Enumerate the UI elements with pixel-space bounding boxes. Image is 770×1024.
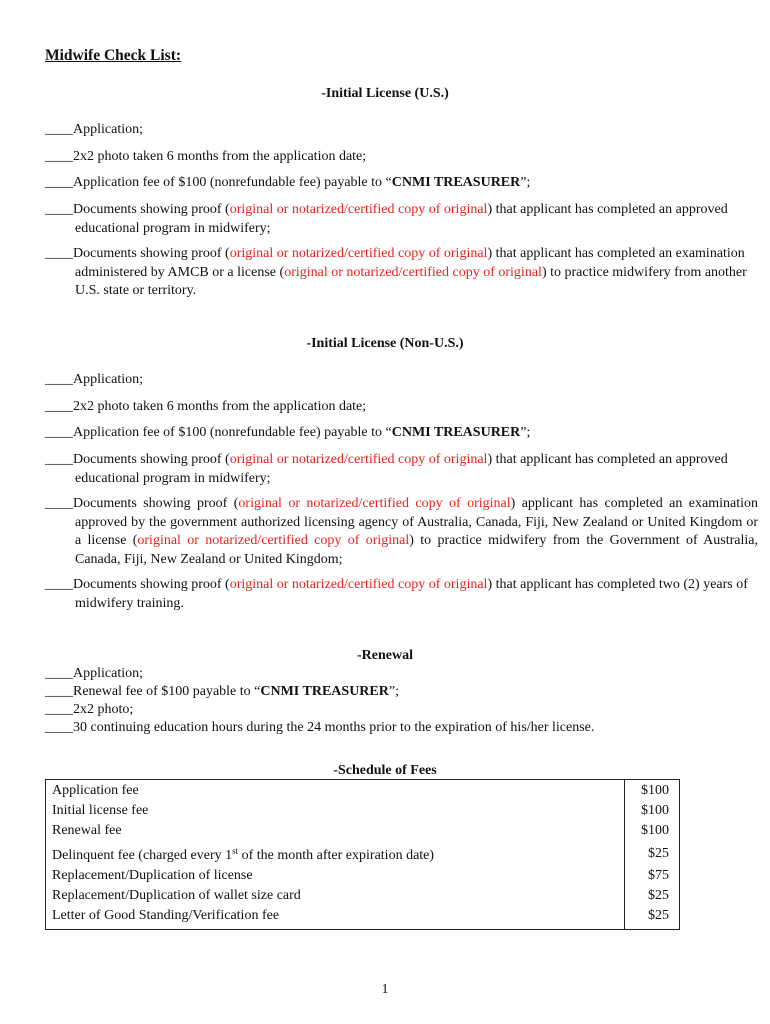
table-row [46, 866, 680, 886]
checklist-item-us-examination: ____Documents showing proof (original or notarized/certified copy of original) that applicant has completed an examination administered by AMCB or a license (original or notarized/certified copy of original) to practice midwifery from another U.S. state or territory. [45, 246, 747, 298]
fee-amount: $100 [625, 801, 680, 821]
checklist-item-renewal-application: ____Application; [45, 666, 143, 681]
fee-amount: $25 [625, 886, 680, 906]
table-row [46, 821, 680, 841]
fee-amount: $25 [625, 841, 680, 866]
fee-label: Replacement/Duplication of license [46, 866, 625, 886]
checklist-item-us-photo: ____2x2 photo taken 6 months from the application date; [45, 149, 367, 164]
fee-schedule-table [45, 779, 680, 930]
fee-amount: $25 [625, 906, 680, 930]
checklist-item-renewal-photo: ____2x2 photo; [45, 702, 134, 717]
checklist-item-us-education: ____Documents showing proof (original or notarized/certified copy of original) that applicant has completed an approved educational program in midwifery; [45, 202, 728, 236]
checklist-item-nonus-fee: ____Application fee of $100 (nonrefundable fee) payable to “CNMI TREASURER”; [45, 425, 531, 440]
checklist-item-renewal-fee: ____Renewal fee of $100 payable to “CNMI TREASURER”; [45, 684, 399, 699]
table-row [46, 801, 680, 821]
table-row [46, 841, 680, 866]
checklist-item-nonus-examination: ____Documents showing proof (original or notarized/certified copy of original) applicant has completed an examination approved by the government authorized licensing agency of Australia, Canada, Fiji, New Zealand or United Kingdom or a license (original or notarized/certified copy of original) to practice midwifery from the Government of Australia, Canada, Fiji, New Zealand or United Kingdom; [45, 496, 758, 567]
checklist-item-us-fee: ____Application fee of $100 (nonrefundable fee) payable to “CNMI TREASURER”; [45, 175, 531, 190]
checklist-item-renewal-education-hours: ____30 continuing education hours during the 24 months prior to the expiration of his/her license. [45, 720, 595, 735]
fee-label: Letter of Good Standing/Verification fee [46, 906, 625, 930]
blank-line: ____ [45, 122, 73, 137]
page-number: 1 [381, 982, 389, 997]
fee-amount: $100 [625, 821, 680, 841]
table-row [46, 906, 680, 930]
section-heading-renewal: -Renewal [357, 648, 413, 663]
section-heading-us: -Initial License (U.S.) [321, 86, 449, 101]
checklist-item-us-application: ____Application; [45, 122, 143, 137]
section-heading-fees: -Schedule of Fees [333, 763, 437, 778]
checklist-item-nonus-education: ____Documents showing proof (original or notarized/certified copy of original) that applicant has completed an approved educational program in midwifery; [45, 452, 728, 486]
table-row [46, 886, 680, 906]
fee-label: Renewal fee [46, 821, 625, 841]
checklist-item-nonus-application: ____Application; [45, 372, 143, 387]
checklist-item-nonus-training: ____Documents showing proof (original or notarized/certified copy of original) that applicant has completed two (2) years of midwifery training. [45, 577, 748, 611]
fee-amount: $100 [625, 780, 680, 802]
fee-label: Delinquent fee (charged every 1st of the month after expiration date) [46, 841, 625, 866]
section-heading-non-us: -Initial License (Non-U.S.) [306, 336, 464, 351]
fee-label: Replacement/Duplication of wallet size card [46, 886, 625, 906]
fee-amount: $75 [625, 866, 680, 886]
fee-label: Application fee [46, 780, 625, 802]
page-title: Midwife Check List: [45, 47, 182, 64]
fee-label: Initial license fee [46, 801, 625, 821]
table-row [46, 780, 680, 802]
checklist-item-nonus-photo: ____2x2 photo taken 6 months from the application date; [45, 399, 367, 414]
